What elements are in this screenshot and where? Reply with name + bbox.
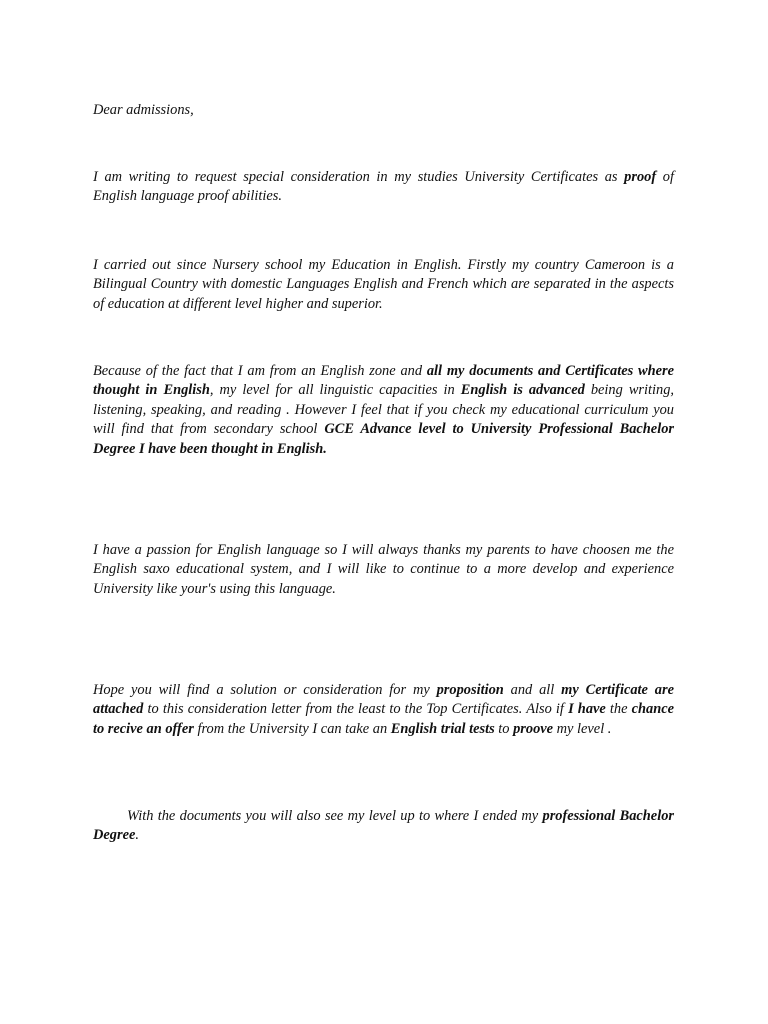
bold-run: GCE Advance level to University Professional Bachelor Degree I have been thought in English.: [93, 421, 674, 457]
bold-run: proof: [624, 169, 657, 185]
text-run: and all: [503, 682, 562, 698]
text-run: to: [494, 720, 514, 737]
text-run: being writing, listening, speaking, and reading . However I feel that if you check my educational curriculum you will find that from secondary school: [93, 382, 675, 438]
text-run: I have a passion for English language so I will always thanks my parents to have choosen me the English saxo educational system, and I will like to continue to a more develop and experience University like your's using this language.: [93, 542, 674, 597]
paragraph-passion: [93, 541, 674, 599]
paragraph-english-zone: [93, 362, 674, 459]
text-run: my level .: [553, 720, 612, 737]
bold-run: English trial tests: [390, 720, 495, 737]
text-run: from the University I can take an: [193, 720, 391, 737]
text-run: Hope you will find a solution or consideration for my: [93, 682, 437, 698]
bold-run: all my documents and Certificates where thought in English: [93, 363, 674, 399]
text-run: Because of the fact that I am from an English zone and: [93, 363, 427, 379]
paragraph-background: [93, 256, 674, 314]
text-run: With the documents you will also see my level up to where I ended my: [127, 808, 543, 824]
salutation: Dear admissions,: [93, 102, 194, 118]
text-run: I carried out since Nursery school my Education in English. Firstly my country Cameroon is a Bilingual Country with domestic Languages English and French which are separated in the aspects of education at different level higher and superior.: [93, 257, 674, 312]
bold-run: professional Bachelor Degree: [93, 808, 674, 844]
paragraph-proposition: [93, 681, 674, 739]
text-run: .: [135, 827, 139, 844]
text-run: the: [605, 701, 632, 718]
bold-run: English is advanced: [460, 382, 585, 399]
bold-run: chance to recive an offer: [93, 701, 675, 737]
text-run: of English language proof abilities.: [93, 169, 674, 205]
bold-run: my Certificate are attached: [93, 682, 674, 718]
text-run: to this consideration letter from the least to the Top Certificates. Also if: [143, 701, 569, 718]
paragraph-request: [93, 168, 674, 207]
text-run: , my level for all linguistic capacities in: [209, 382, 461, 399]
bold-run: proposition: [436, 682, 504, 698]
bold-run: I have: [568, 701, 606, 718]
paragraph-documents: [93, 807, 674, 846]
bold-run: proove: [513, 720, 554, 737]
text-run: I am writing to request special consideration in my studies University Certificates as: [93, 169, 625, 185]
